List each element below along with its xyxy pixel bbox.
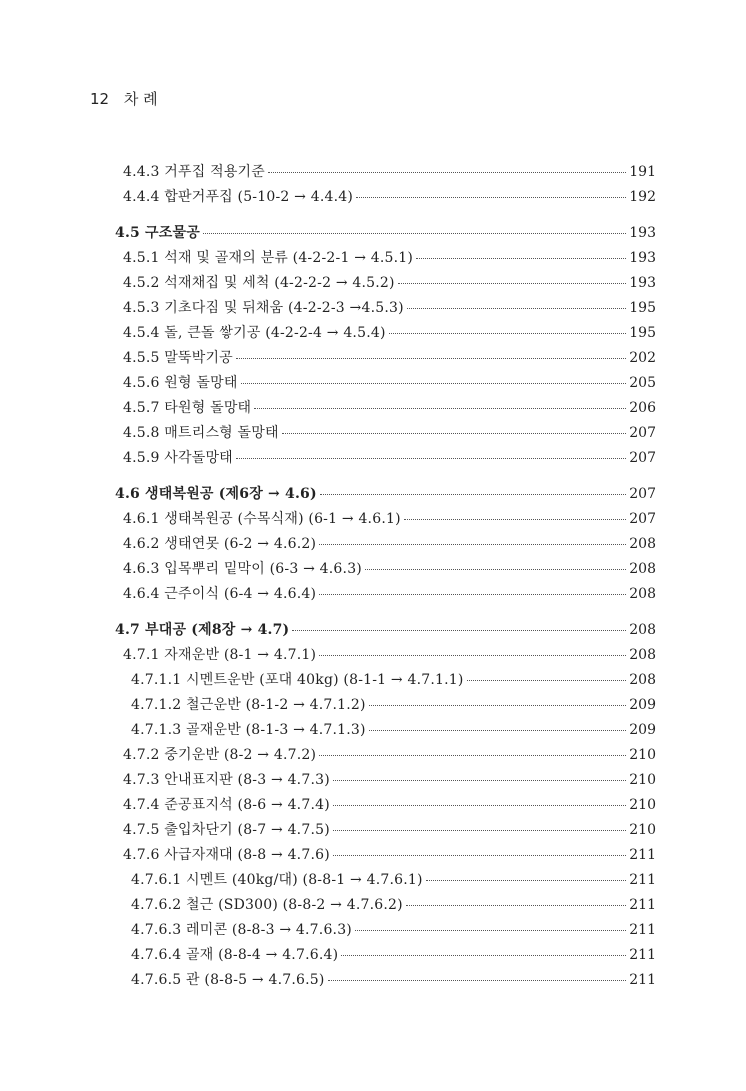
toc-entry-label: 4.7.6.3 레미콘 (8-8-3 → 4.7.6.3) xyxy=(131,922,352,938)
dot-leader xyxy=(369,695,627,706)
toc-entry-label: 4.7.6.2 철근 (SD300) (8-8-2 → 4.7.6.2) xyxy=(131,897,403,913)
toc-entry-page: 193 xyxy=(629,250,656,266)
toc-entry-page: 208 xyxy=(629,586,656,602)
toc-entry-page: 208 xyxy=(629,672,656,688)
dot-leader xyxy=(319,534,626,545)
dot-leader xyxy=(355,920,626,931)
toc-entry[interactable] xyxy=(123,532,656,556)
toc-entry-label: 4.6.2 생태연못 (6-2 → 4.6.2) xyxy=(123,536,317,552)
toc-entry-label: 4.5.7 타원형 돌망태 xyxy=(123,400,252,416)
toc-entry-page: 195 xyxy=(629,300,656,316)
page-header xyxy=(90,88,158,109)
toc-entry[interactable] xyxy=(131,868,656,892)
dot-leader xyxy=(333,820,626,831)
toc-entry-label: 4.6.1 생태복원공 (수목식재) (6-1 → 4.6.1) xyxy=(123,511,401,527)
toc-entry-label: 4.7.2 중기운반 (8-2 → 4.7.2) xyxy=(123,747,317,763)
toc-entry[interactable] xyxy=(123,446,656,470)
toc-entry-page: 210 xyxy=(629,822,656,838)
dot-leader xyxy=(328,970,627,981)
dot-leader xyxy=(236,348,626,359)
toc-entry-page: 210 xyxy=(629,747,656,763)
dot-leader xyxy=(333,795,626,806)
toc-entry[interactable] xyxy=(131,693,656,717)
toc-entry[interactable] xyxy=(131,968,656,992)
toc-entry[interactable] xyxy=(123,421,656,445)
toc-entry-page: 209 xyxy=(629,697,656,713)
toc-entry-page: 211 xyxy=(629,897,656,913)
toc-entry[interactable] xyxy=(123,246,656,270)
toc-entry[interactable] xyxy=(115,221,656,245)
toc-entry-page: 207 xyxy=(629,425,656,441)
toc-entry[interactable] xyxy=(123,768,656,792)
dot-leader xyxy=(404,509,627,520)
dot-leader xyxy=(398,273,627,284)
toc-entry-page: 207 xyxy=(629,511,656,527)
dot-leader xyxy=(369,720,627,731)
toc-entry-page: 211 xyxy=(629,872,656,888)
toc-entry-label: 4.7.1.1 시멘트운반 (포대 40kg) (8-1-1 → 4.7.1.1) xyxy=(131,672,464,688)
toc-entry-label: 4.5.5 말뚝박기공 xyxy=(123,350,233,366)
toc-entry[interactable] xyxy=(131,718,656,742)
toc-entry-label: 4.5.2 석재채집 및 세척 (4-2-2-2 → 4.5.2) xyxy=(123,275,395,291)
toc-entry-label: 4.5 구조물공 xyxy=(115,225,200,241)
toc-entry-label: 4.7.4 준공표지석 (8-6 → 4.7.4) xyxy=(123,797,330,813)
toc-entry-page: 210 xyxy=(629,797,656,813)
toc-entry[interactable] xyxy=(123,185,656,209)
toc-entry-page: 193 xyxy=(629,275,656,291)
toc-entry-page: 207 xyxy=(629,486,656,502)
toc-entry-label: 4.7.6 사급자재대 (8-8 → 4.7.6) xyxy=(123,847,330,863)
toc-entry-label: 4.7.5 출입차단기 (8-7 → 4.7.5) xyxy=(123,822,330,838)
dot-leader xyxy=(389,323,627,334)
toc-entry[interactable] xyxy=(123,160,656,184)
toc-entry-page: 206 xyxy=(629,400,656,416)
toc-entry-label: 4.5.3 기초다짐 및 뒤채움 (4-2-2-3 →4.5.3) xyxy=(123,300,404,316)
toc-entry[interactable] xyxy=(123,296,656,320)
toc-entry[interactable] xyxy=(123,557,656,581)
toc-entry-label: 4.7.1 자재운반 (8-1 → 4.7.1) xyxy=(123,647,317,663)
toc-entry[interactable] xyxy=(115,618,656,642)
dot-leader xyxy=(356,187,626,198)
dot-leader xyxy=(406,895,627,906)
toc-entry-label: 4.7 부대공 (제8장 → 4.7) xyxy=(115,622,290,638)
toc-entry-page: 211 xyxy=(629,922,656,938)
toc-entry[interactable] xyxy=(123,743,656,767)
toc-entry-page: 205 xyxy=(629,375,656,391)
toc-entry[interactable] xyxy=(123,643,656,667)
toc-entry[interactable] xyxy=(123,271,656,295)
toc-entry[interactable] xyxy=(123,582,656,606)
toc-entry[interactable] xyxy=(123,507,656,531)
toc-entry-label: 4.5.1 석재 및 골재의 분류 (4-2-2-1 → 4.5.1) xyxy=(123,250,414,266)
toc-entry[interactable] xyxy=(115,482,656,506)
dot-leader xyxy=(254,398,626,409)
dot-leader xyxy=(241,373,627,384)
toc-entry[interactable] xyxy=(123,396,656,420)
toc-entry-label: 4.7.3 안내표지판 (8-3 → 4.7.3) xyxy=(123,772,330,788)
toc-entry[interactable] xyxy=(131,668,656,692)
dot-leader xyxy=(467,670,627,681)
toc-entry-page: 195 xyxy=(629,325,656,341)
dot-leader xyxy=(320,484,626,495)
toc-entry-page: 192 xyxy=(629,189,656,205)
dot-leader xyxy=(282,423,627,434)
toc-entry-page: 211 xyxy=(629,847,656,863)
toc-entry[interactable] xyxy=(123,793,656,817)
toc-entry-label: 4.7.6.1 시멘트 (40kg/대) (8-8-1 → 4.7.6.1) xyxy=(131,872,423,888)
toc-entry[interactable] xyxy=(123,371,656,395)
toc-entry[interactable] xyxy=(123,346,656,370)
dot-leader xyxy=(292,620,626,631)
dot-leader xyxy=(416,248,626,259)
toc-entry-page: 207 xyxy=(629,450,656,466)
toc-entry-page: 211 xyxy=(629,972,656,988)
toc-entry[interactable] xyxy=(123,321,656,345)
dot-leader xyxy=(426,870,627,881)
toc-entry-page: 202 xyxy=(629,350,656,366)
toc-entry[interactable] xyxy=(131,918,656,942)
toc-entry-label: 4.4.4 합판거푸집 (5-10-2 → 4.4.4) xyxy=(123,189,354,205)
dot-leader xyxy=(341,945,626,956)
toc-entry-label: 4.6 생태복원공 (제6장 → 4.6) xyxy=(115,486,317,502)
toc-entry-page: 208 xyxy=(629,647,656,663)
toc-entry[interactable] xyxy=(123,818,656,842)
toc-entry[interactable] xyxy=(131,893,656,917)
page-title: 차 례 xyxy=(123,90,158,108)
dot-leader xyxy=(365,559,626,570)
toc-entry-label: 4.5.6 원형 돌망태 xyxy=(123,375,238,391)
toc-entry-label: 4.5.8 매트리스형 돌망태 xyxy=(123,425,279,441)
page-number: 12 xyxy=(90,90,110,108)
toc-entry-page: 209 xyxy=(629,722,656,738)
toc-entry-page: 211 xyxy=(629,947,656,963)
toc-entry-label: 4.4.3 거푸집 적용기준 xyxy=(123,164,265,180)
toc-entry-label: 4.5.9 사각돌망태 xyxy=(123,450,233,466)
toc-entry-label: 4.6.4 근주이식 (6-4 → 4.6.4) xyxy=(123,586,317,602)
toc-entry-label: 4.7.1.2 철근운반 (8-1-2 → 4.7.1.2) xyxy=(131,697,366,713)
dot-leader xyxy=(203,223,626,234)
dot-leader xyxy=(268,162,626,173)
toc-entry[interactable] xyxy=(131,943,656,967)
toc-entry-label: 4.7.6.4 골재 (8-8-4 → 4.7.6.4) xyxy=(131,947,339,963)
toc-entry-page: 208 xyxy=(629,622,656,638)
toc-entry-page: 193 xyxy=(629,225,656,241)
toc-entry-label: 4.7.6.5 관 (8-8-5 → 4.7.6.5) xyxy=(131,972,325,988)
toc-entry-page: 191 xyxy=(629,164,656,180)
dot-leader xyxy=(319,645,626,656)
dot-leader xyxy=(333,770,626,781)
toc-entry-page: 208 xyxy=(629,561,656,577)
toc-entry-label: 4.7.1.3 골재운반 (8-1-3 → 4.7.1.3) xyxy=(131,722,366,738)
dot-leader xyxy=(319,584,626,595)
toc-entry-page: 208 xyxy=(629,536,656,552)
dot-leader xyxy=(407,298,627,309)
toc-entry-label: 4.5.4 돌, 큰돌 쌓기공 (4-2-2-4 → 4.5.4) xyxy=(123,325,386,341)
toc-entry-page: 210 xyxy=(629,772,656,788)
toc-entry[interactable] xyxy=(123,843,656,867)
dot-leader xyxy=(236,448,626,459)
dot-leader xyxy=(319,745,626,756)
dot-leader xyxy=(333,845,626,856)
toc-entry-label: 4.6.3 입목뿌리 밑막이 (6-3 → 4.6.3) xyxy=(123,561,362,577)
